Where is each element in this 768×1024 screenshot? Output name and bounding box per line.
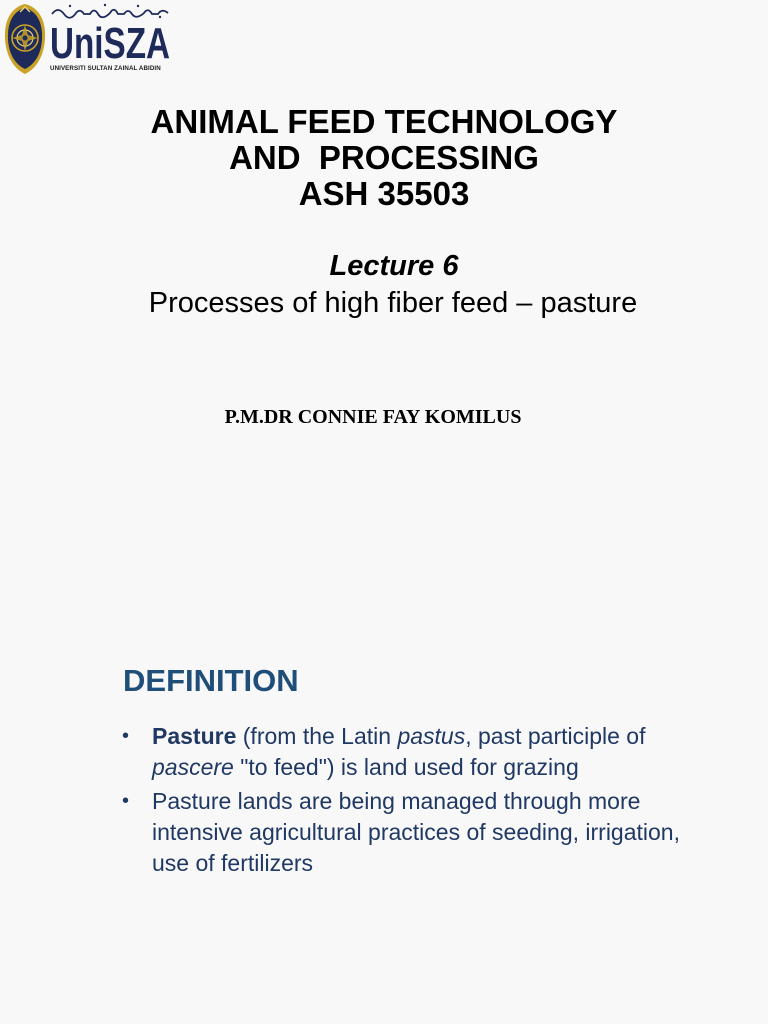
latin-word: pastus <box>397 723 466 749</box>
university-logo <box>2 2 172 76</box>
term-pasture: Pasture <box>152 723 237 749</box>
bullet-text: "to feed") is land used for grazing <box>233 754 579 780</box>
lecturer-name: P.M.DR CONNIE FAY KOMILUS <box>224 406 522 428</box>
lecture-number: Lecture 6 <box>329 250 459 282</box>
definition-heading: DEFINITION <box>123 663 299 698</box>
definition-bullet-list <box>120 721 720 882</box>
university-seal-icon <box>2 2 48 76</box>
course-title-line: ANIMAL FEED TECHNOLOGY <box>150 103 618 140</box>
course-title-line: AND PROCESSING <box>229 139 539 176</box>
course-title <box>0 104 768 212</box>
logo-wordmark <box>50 18 172 64</box>
bullet-item-pasture-definition <box>120 721 720 783</box>
bullet-text: (from the Latin <box>236 723 398 749</box>
bullet-icon: • <box>122 725 130 747</box>
bullet-item-pasture-management <box>120 786 720 879</box>
course-code: ASH 35503 <box>298 175 470 212</box>
bullet-text: , past participle of <box>465 723 646 749</box>
bullet-icon: • <box>122 790 130 812</box>
lecture-topic: Processes of high fiber feed – pasture <box>148 287 638 319</box>
logo-wordmark-text: UniSZA <box>50 19 170 64</box>
bullet-text: Pasture lands are being managed through more intensive agricultural practices of seeding, irrigation, use of fertilizers <box>152 788 680 876</box>
latin-word: pascere <box>152 754 234 780</box>
logo-subtitle: UNIVERSITI SULTAN ZAINAL ABIDIN <box>50 65 161 72</box>
